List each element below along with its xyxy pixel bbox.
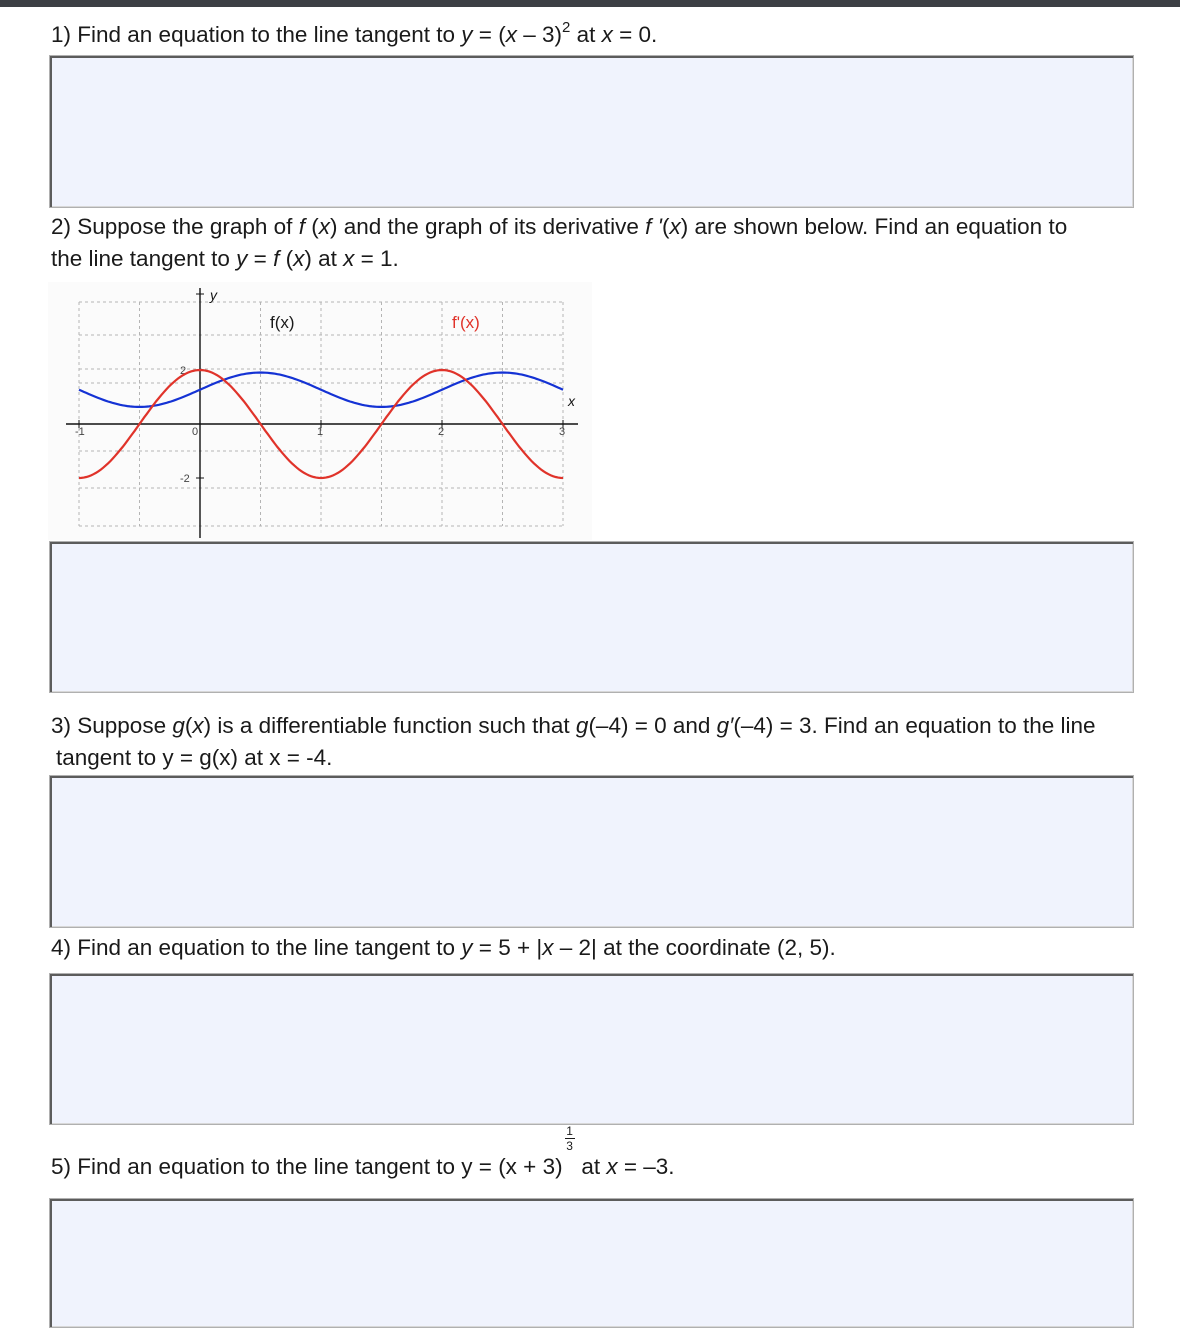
x-tick-label: 3 <box>559 426 566 438</box>
fraction-exponent: $\frac{1}{3}$ <box>566 1124 573 1153</box>
question-5-text: 5) Find an equation to the line tangent to y = (x + 3) $\frac{1}{3}$ at x = –3. <box>51 1151 675 1183</box>
question-1-text: 1) Find an equation to the line tangent to y = (x – 3)$^2$ at x = 0. <box>51 18 658 47</box>
answer-box-2[interactable] <box>49 541 1134 693</box>
x-tick-label: 2 <box>438 426 445 438</box>
question-4-text: 4) Find an equation to the line tangent to y = 5 + |x – 2| at the coordinate (2, 5). <box>51 935 836 960</box>
answer-box-5[interactable] <box>49 1198 1134 1328</box>
question-2-text-line-1: 2) Suppose the graph of f (x) and the graph of its derivative f '(x) are shown below. Find an equation to <box>51 214 1068 239</box>
annotation-f-label: f(x) <box>270 313 295 332</box>
y-axis-label: y <box>210 287 217 303</box>
x-tick-label: 1 <box>317 426 324 438</box>
x-tick-label: -1 <box>75 426 85 438</box>
x-tick-label: 0 <box>192 426 199 438</box>
top-bar <box>0 0 1180 7</box>
y-tick-label: 2 <box>180 365 187 377</box>
answer-box-4[interactable] <box>49 973 1134 1125</box>
answer-box-3[interactable] <box>49 775 1134 928</box>
question-3-text-line-1: 3) Suppose g(x) is a differentiable function such that g(–4) = 0 and g′(–4) = 3. Find an equation to the line <box>51 713 1096 738</box>
y-tick-label: -2 <box>180 473 190 485</box>
question-3-text-line-2: tangent to y = g(x) at x = -4. <box>56 745 333 770</box>
x-axis-label: x <box>568 393 575 409</box>
graph-background <box>48 282 592 540</box>
annotation-f-prime-label: f'(x) <box>452 313 480 332</box>
answer-box-1[interactable] <box>49 55 1134 208</box>
function-graph <box>48 282 592 540</box>
question-2-text-line-2: the line tangent to y = f (x) at x = 1. <box>51 246 399 271</box>
